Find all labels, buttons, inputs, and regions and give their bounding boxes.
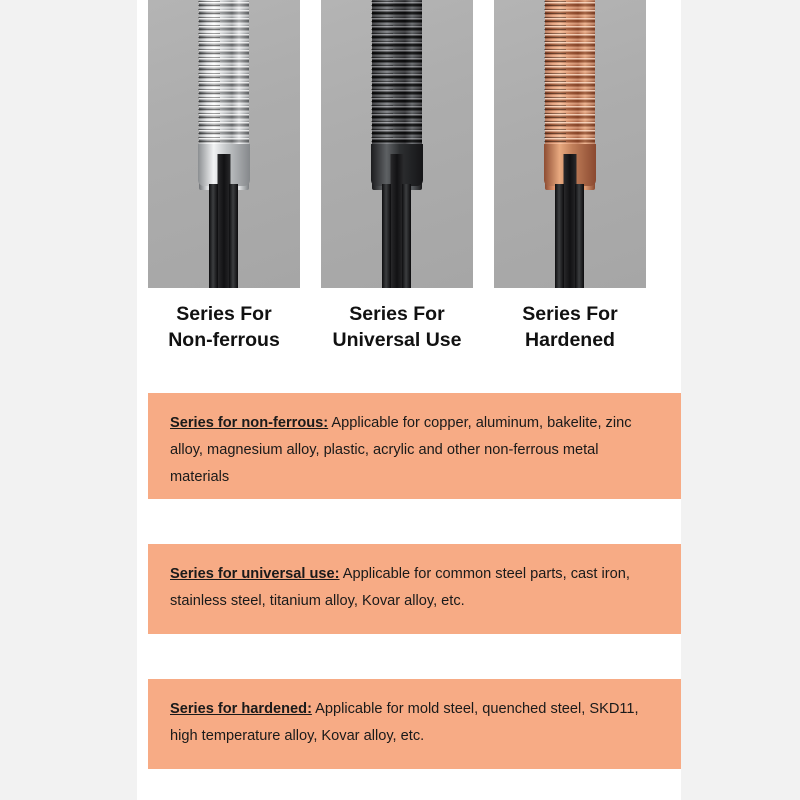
description-block-universal (148, 544, 681, 634)
description-lead: Series for non-ferrous: (170, 415, 329, 431)
product-card (494, 0, 646, 380)
product-card-title-line1: Series For (522, 303, 618, 325)
product-card-title-line1: Series For (349, 303, 445, 325)
product-card-title-line2: Non-ferrous (168, 329, 280, 352)
thread-mill-icon (533, 0, 607, 288)
description-block-hardened (148, 679, 681, 769)
product-card (321, 0, 473, 380)
product-card-title-line2: Universal Use (332, 329, 462, 352)
product-card-title-line2: Hardened (525, 329, 615, 352)
page-content (137, 0, 681, 800)
description-text: Applicable for mold steel, quenched steel, SKD11, high temperature alloy, Kovar alloy, etc. (170, 701, 639, 744)
description-lead: Series for hardened: (170, 701, 312, 717)
product-photo-hardened (494, 0, 646, 288)
product-card-row (137, 0, 681, 380)
page-gutter-right (681, 0, 800, 800)
product-photo-universal (321, 0, 473, 288)
product-photo-non-ferrous (148, 0, 300, 288)
description-lead: Series for universal use: (170, 566, 340, 582)
product-card-title-line1: Series For (176, 303, 272, 325)
page-gutter-left (0, 0, 137, 800)
description-block-non-ferrous (148, 393, 681, 499)
description-text: Applicable for copper, aluminum, bakelite, zinc alloy, magnesium alloy, plastic, acrylic and other non-ferrous metal materials (170, 415, 632, 485)
thread-mill-icon (187, 0, 261, 288)
description-text: Applicable for common steel parts, cast iron, stainless steel, titanium alloy, Kovar alloy, etc. (170, 566, 630, 609)
product-card (148, 0, 300, 380)
description-blocks (148, 393, 681, 769)
thread-mill-icon (360, 0, 434, 288)
product-card-title (321, 301, 473, 354)
product-card-title (148, 301, 300, 354)
product-card-title (494, 301, 646, 354)
